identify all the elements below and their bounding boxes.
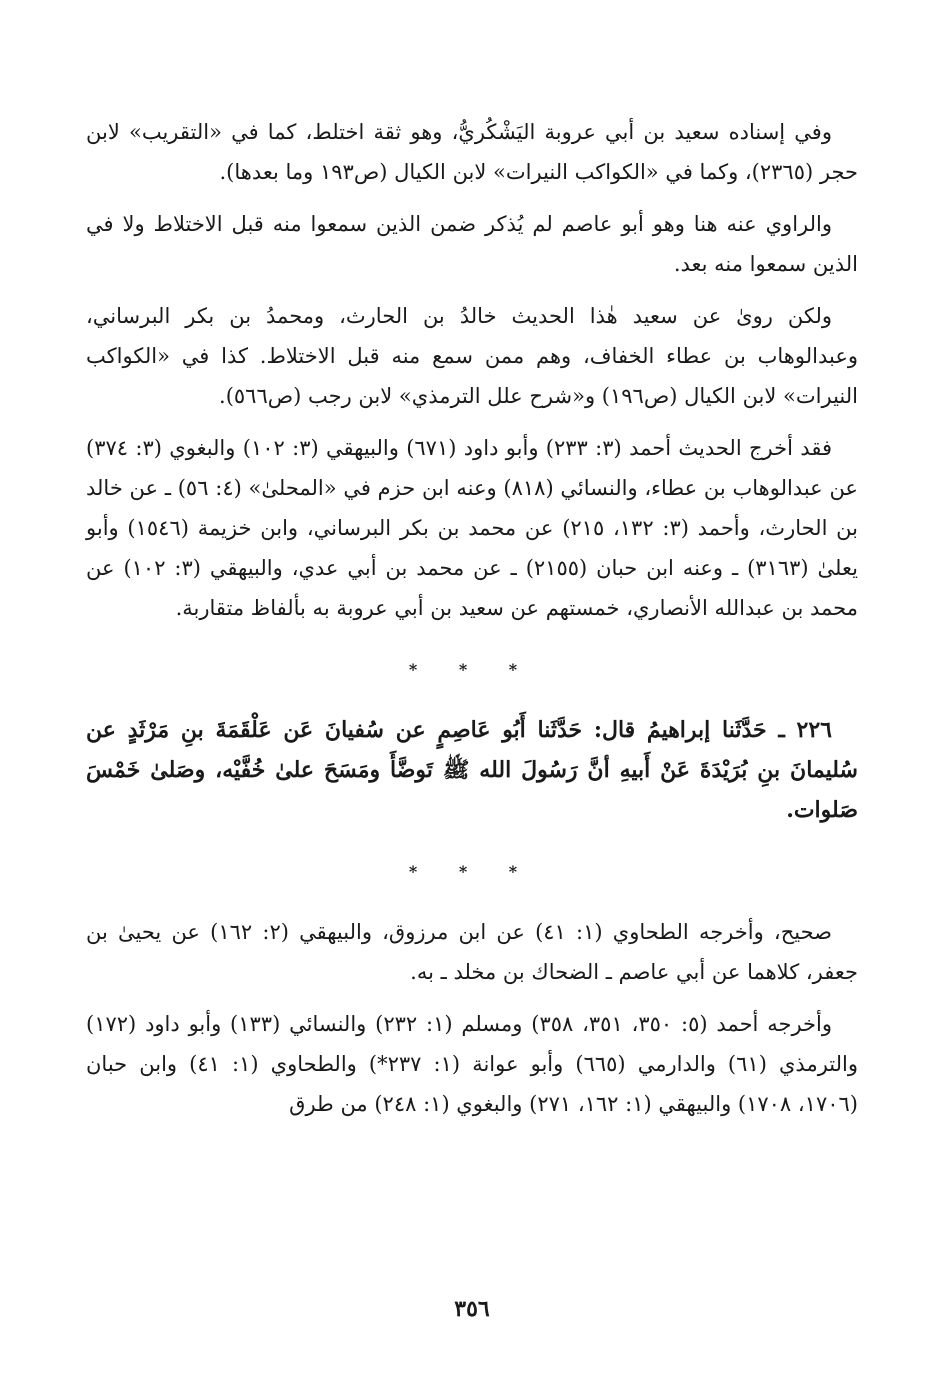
paragraph-other-narrators: ولكن روىٰ عن سعيد هٰذا الحديث خالدُ بن الحارث، ومحمدُ بن بكر البرساني، وعبدالوهاب بن عطاء الخفاف، وهم ممن سمع منه قبل الاختلاط. كذا في «الكواكب النيرات» لابن الكيال (ص١٩٦) و«شرح علل الترمذي» لابن رجب (ص٥٦٦). bbox=[86, 304, 858, 408]
paragraph-sources: وأخرجه أحمد (٥: ٣٥٠، ٣٥١، ٣٥٨) ومسلم (١: ٢٣٢) والنسائي (١٣٣) وأبو داود (١٧٢) والترمذي (٦١) والدارمي (٦٦٥) وأبو عوانة (١: ٢٣٧*) والطحاوي (١: ٤١) وابن حبان (١٧٠٦، ١٧٠٨) والبيهقي (١: ١٦٢، ٢٧١) والبغوي (١: ٢٤٨) من طرق bbox=[86, 1012, 858, 1116]
paragraph-narrator-note: والراوي عنه هنا وهو أبو عاصم لم يُذكر ضمن الذين سمعوا منه قبل الاختلاط ولا في الذين سمعوا منه بعد. bbox=[86, 212, 858, 276]
paragraph-grading: صحيح، وأخرجه الطحاوي (١: ٤١) عن ابن مرزوق، والبيهقي (٢: ١٦٢) عن يحيىٰ بن جعفر، كلاهما عن أبي عاصم ـ الضحاك بن مخلد ـ به. bbox=[86, 920, 858, 984]
page-body bbox=[86, 112, 858, 1136]
section-separator: * * * bbox=[408, 660, 536, 679]
paragraph-takhrij: فقد أخرج الحديث أحمد (٣: ٢٣٣) وأبو داود (٦٧١) والبيهقي (٣: ١٠٢) والبغوي (٣: ٣٧٤) عن عبدالوهاب بن عطاء، والنسائي (٨١٨) وعنه ابن حزم في «المحلىٰ» (٤: ٥٦) ـ عن خالد بن الحارث، وأحمد (٣: ١٣٢، ٢١٥) عن محمد بن بكر البرساني، وابن خزيمة (١٥٤٦) وأبو يعلىٰ (٣١٦٣) ـ وعنه ابن حبان (٢١٥٥) ـ عن محمد بن أبي عدي، والبيهقي (٣: ١٠٢) عن محمد بن عبدالله الأنصاري، خمستهم عن سعيد بن أبي عروبة به بألفاظ متقاربة. bbox=[86, 436, 858, 620]
paragraph-isnad-note: وفي إسناده سعيد بن أبي عروبة اليَشْكُريُّ، وهو ثقة اختلط، كما في «التقريب» لابن حجر (٢٣٦٥)، وكما في «الكواكب النيرات» لابن الكيال (ص١٩٣ وما بعدها). bbox=[86, 120, 858, 184]
page-number: ٣٥٦ bbox=[454, 1296, 490, 1322]
hadith-text: ٢٢٦ ـ حَدَّثَنا إبراهيمُ قال: حَدَّثَنا أَبُو عَاصِمٍ عن سُفيانَ عَن عَلْقَمَةَ بنِ مَرْثَدٍ عن سُليمانَ بنِ بُرَيْدَةَ عَنْ أَبيهِ أنَّ رَسُولَ الله ﷺ تَوضَّأَ ومَسَحَ علىٰ خُفَّيْه، وصَلىٰ خَمْسَ صَلوات. bbox=[86, 717, 858, 823]
section-separator: * * * bbox=[408, 862, 536, 881]
